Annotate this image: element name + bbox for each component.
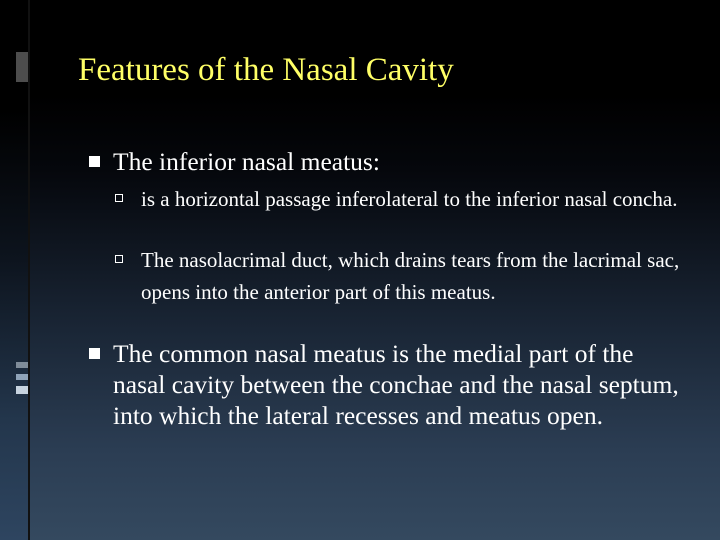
- left-divider-line: [28, 0, 30, 540]
- decorative-bar: [16, 386, 28, 394]
- sub-bullet-text: The nasolacrimal duct, which drains tears from the lacrimal sac, opens into the anterior part of this meatus.: [141, 248, 680, 304]
- decorative-bar: [16, 362, 28, 368]
- hollow-square-bullet-icon: [115, 255, 123, 263]
- bullet-text: The inferior nasal meatus:: [113, 147, 380, 176]
- decorative-block: [16, 52, 28, 82]
- filled-square-bullet-icon: [89, 156, 100, 167]
- sub-bullet-text: is a horizontal passage inferolateral to the inferior nasal concha.: [141, 187, 678, 211]
- bullet-text: The common nasal meatus is the medial part of the nasal cavity between the conchae and the nasal septum, into which the lateral recesses and meatus open.: [113, 339, 679, 430]
- bullet-item-inferior-meatus: [113, 146, 688, 177]
- sub-bullet-item-nasolacrimal-duct: [141, 244, 686, 308]
- hollow-square-bullet-icon: [115, 194, 123, 202]
- decorative-bar: [16, 374, 28, 380]
- filled-square-bullet-icon: [89, 348, 100, 359]
- bullet-item-common-meatus: [113, 338, 688, 431]
- sub-bullet-item-horizontal-passage: [141, 183, 686, 215]
- slide-title: Features of the Nasal Cavity: [78, 52, 454, 88]
